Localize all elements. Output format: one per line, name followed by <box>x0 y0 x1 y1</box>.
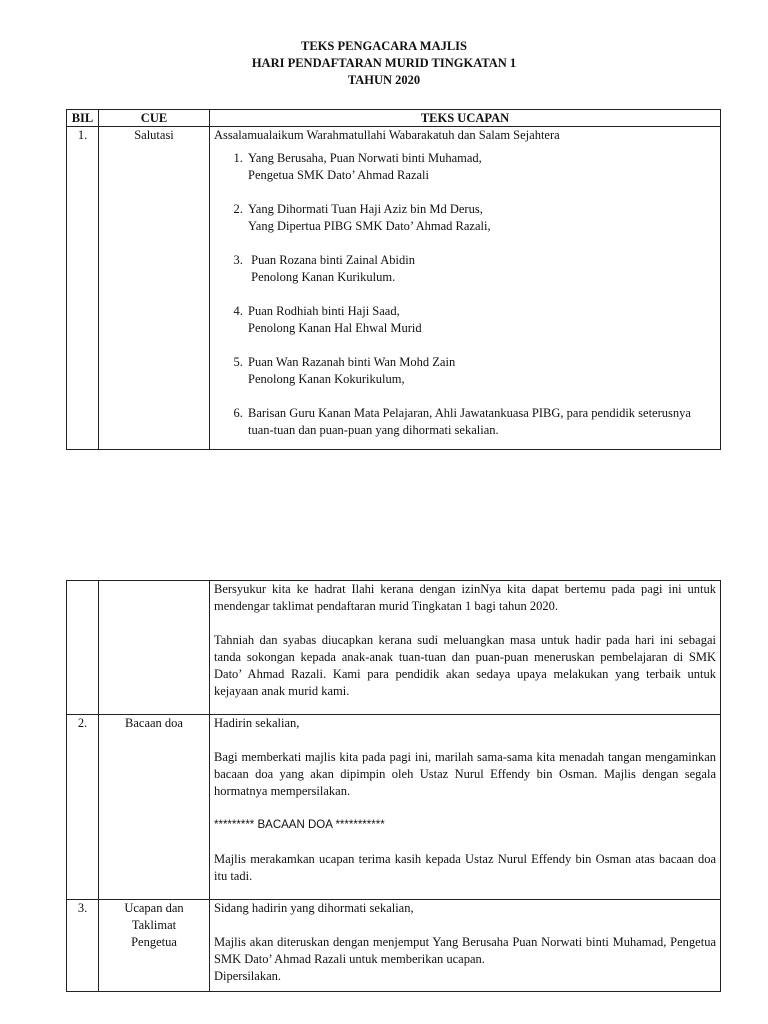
row-text <box>210 581 721 715</box>
row-text <box>210 127 721 450</box>
list-item-role: tuan-tuan dan puan-puan yang dihormati sekalian. <box>248 423 499 437</box>
table-row <box>67 900 721 992</box>
list-item <box>246 303 716 337</box>
list-item <box>246 405 716 439</box>
column-header-bil: BIL <box>67 110 99 127</box>
column-header-cue: CUE <box>99 110 210 127</box>
list-item <box>246 201 716 235</box>
paragraph: Majlis merakamkan ucapan terima kasih kepada Ustaz Nurul Effendy bin Osman atas bacaan doa itu tadi. <box>214 852 716 883</box>
row-cue: Bacaan doa <box>99 715 210 900</box>
paragraph: Tahniah dan syabas diucapkan kerana sudi meluangkan masa untuk hadir pada hari ini sebagai tanda sokongan kepada anak-anak tuan-tuan dan puan-puan meneruskan pembelajaran di SMK Dato’ Ahmad Razali. Kami para pendidik akan sedaya upaya melakukan yang terbaik untuk kejayaan anak murid kami. <box>214 633 716 698</box>
header-year: TAHUN 2020 <box>347 73 421 87</box>
list-item-role: Penolong Kanan Kurikulum. <box>248 270 396 284</box>
list-item-name: Puan Wan Razanah binti Wan Mohd Zain <box>248 355 456 369</box>
list-item-name: Yang Dihormati Tuan Haji Aziz bin Md Derus, <box>248 202 483 216</box>
bacaan-doa-marker: ********* BACAAN DOA *********** <box>214 819 385 831</box>
paragraph: Bersyukur kita ke hadrat Ilahi kerana dengan izinNya kita dapat bertemu pada pagi ini untuk mendengar taklimat pendaftaran murid Tingkatan 1 bagi tahun 2020. <box>214 582 716 613</box>
row-number: 1. <box>67 127 99 450</box>
row-cue <box>99 581 210 715</box>
column-header-teks: TEKS UCAPAN <box>210 110 721 127</box>
row-number: 2. <box>67 715 99 900</box>
row-cue: Ucapan dan Taklimat Pengetua <box>99 900 210 992</box>
table-header-row <box>67 110 721 127</box>
row-text <box>210 715 721 900</box>
row-number <box>67 581 99 715</box>
table-row <box>67 127 721 450</box>
list-item-name: Puan Rodhiah binti Haji Saad, <box>248 304 400 318</box>
salutation-intro: Assalamualaikum Warahmatullahi Wabarakatuh dan Salam Sejahtera <box>214 128 560 142</box>
row-number: 3. <box>67 900 99 992</box>
list-item-role: Yang Dipertua PIBG SMK Dato’ Ahmad Razali, <box>248 219 491 233</box>
paragraph: Hadirin sekalian, <box>214 716 300 730</box>
list-item-name: Barisan Guru Kanan Mata Pelajaran, Ahli Jawatankuasa PIBG, para pendidik seterusnya <box>248 406 691 420</box>
row-cue: Salutasi <box>99 127 210 450</box>
script-table-part2 <box>66 580 721 992</box>
table-row <box>67 715 721 900</box>
list-item <box>246 150 716 184</box>
paragraph: Dipersilakan. <box>214 969 281 983</box>
salutation-list <box>214 150 716 439</box>
list-item-role: Penolong Kanan Kokurikulum, <box>248 372 405 386</box>
list-item-role: Penolong Kanan Hal Ehwal Murid <box>248 321 422 335</box>
document-header <box>0 38 768 89</box>
list-item-name: Puan Rozana binti Zainal Abidin <box>248 253 415 267</box>
list-item <box>246 252 716 286</box>
paragraph: Bagi memberkati majlis kita pada pagi ini, marilah sama-sama kita menadah tangan mengaminkan bacaan doa yang akan dipimpin oleh Ustaz Nurul Effendy bin Osman. Majlis dengan segala hormatnya mempersilakan. <box>214 750 716 798</box>
script-table-part1 <box>66 109 721 450</box>
header-title: TEKS PENGACARA MAJLIS <box>301 39 467 53</box>
row-text <box>210 900 721 992</box>
paragraph: Majlis akan diteruskan dengan menjemput Yang Berusaha Puan Norwati binti Muhamad, Pengetua SMK Dato’ Ahmad Razali untuk memberikan ucapan. <box>214 935 716 966</box>
list-item-role: Pengetua SMK Dato’ Ahmad Razali <box>248 168 429 182</box>
header-event: HARI PENDAFTARAN MURID TINGKATAN 1 <box>251 56 517 70</box>
list-item <box>246 354 716 388</box>
paragraph: Sidang hadirin yang dihormati sekalian, <box>214 901 414 915</box>
table-row <box>67 581 721 715</box>
list-item-name: Yang Berusaha, Puan Norwati binti Muhamad, <box>248 151 482 165</box>
